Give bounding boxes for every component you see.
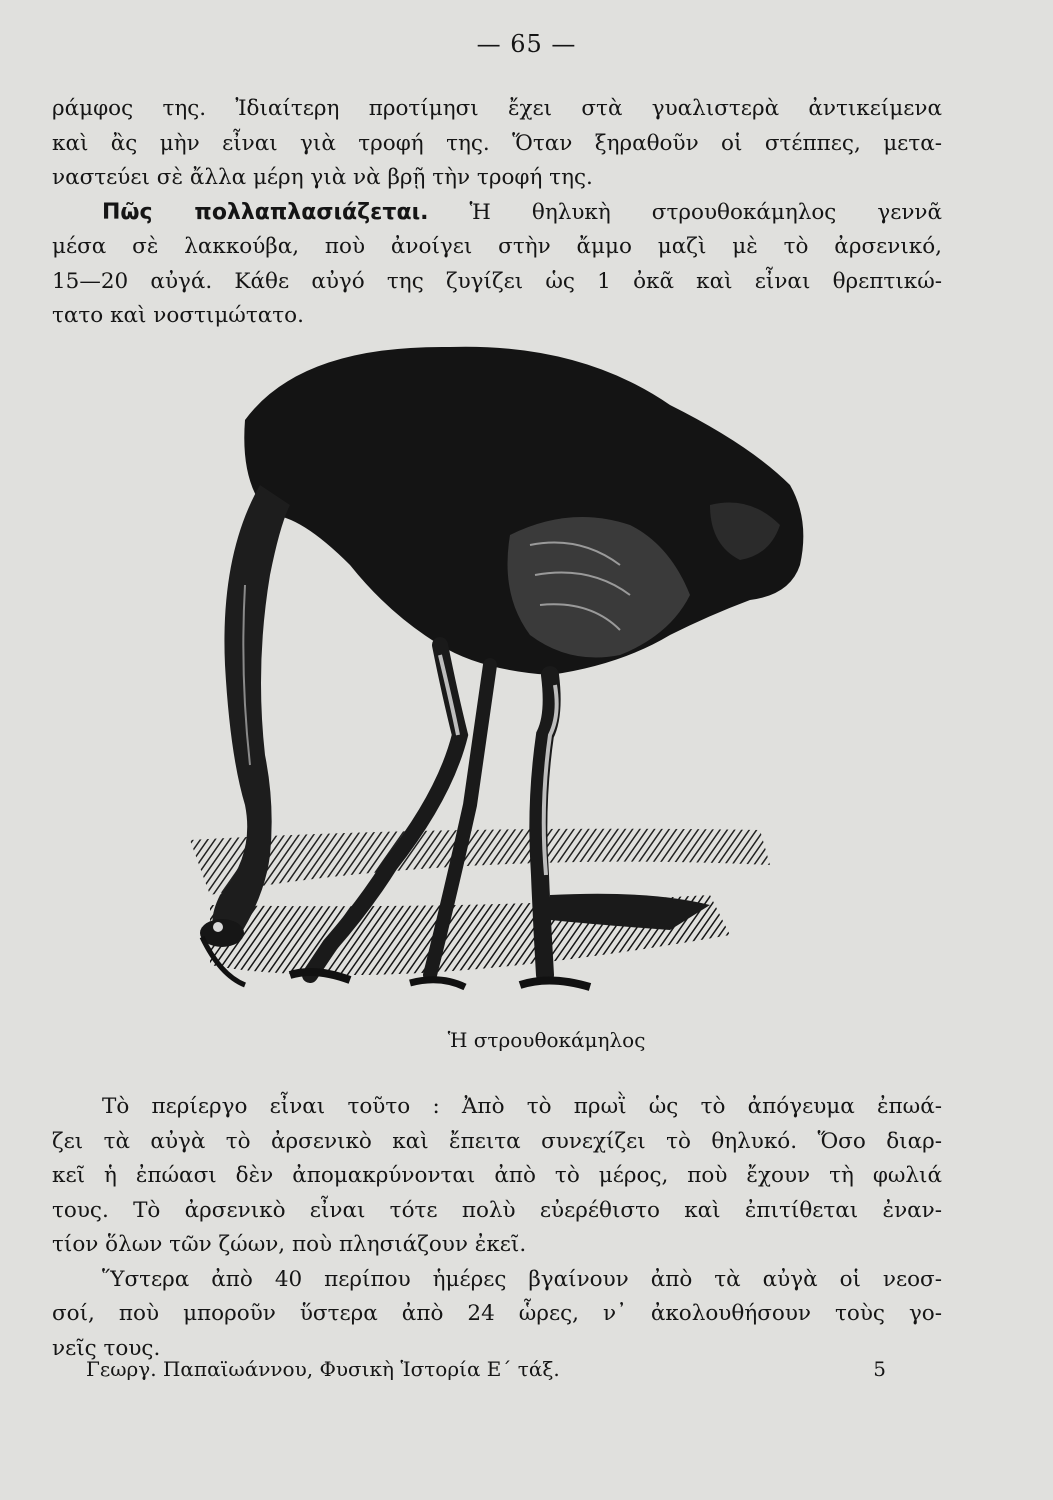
text-line: σοί, ποὺ μποροῦν ὕστερα ἀπὸ 24 ὧρες, ν᾽ ἀκολουθήσουν τοὺς γο- <box>52 1301 942 1326</box>
text-line: ζει τὰ αὐγὰ τὸ ἀρσενικὸ καὶ ἔπειτα συνεχίζει τὸ θηλυκό. Ὅσο διαρ- <box>52 1128 942 1154</box>
page-footer <box>86 1357 886 1381</box>
text-line: τίον ὅλων τῶν ζώων, ποὺ πλησιάζουν ἐκεῖ. <box>52 1232 527 1257</box>
text-line: κεῖ ἡ ἐπώασι δὲν ἀπομακρύνονται ἀπὸ τὸ μέρος, ποὺ ἔχουν τὴ φωλιά <box>52 1163 942 1188</box>
top-text <box>52 92 942 334</box>
text-line: 15—20 αὐγά. Κάθε αὐγό της ζυγίζει ὡς 1 ὀκᾶ καὶ εἶναι θρεπτικώ- <box>52 268 942 294</box>
footer-credit: Γεωργ. Παπαϊωάννου, Φυσικὴ Ἱστορία Ε΄ τάξ. <box>86 1357 560 1381</box>
text-line: τατο καὶ νοστιμώτατο. <box>52 303 304 328</box>
text-line: ναστεύει σὲ ἄλλα μέρη γιὰ νὰ βρῇ τὴν τροφή της. <box>52 165 593 190</box>
ostrich-illustration <box>150 335 940 1035</box>
text-line: μέσα σὲ λακκούβα, ποὺ ἀνοίγει στὴν ἄμμο μαζὶ μὲ τὸ ἀρσενικό, <box>52 234 942 259</box>
text-span: Ἡ θηλυκὴ στρουθοκάμηλος γεννᾶ <box>469 199 943 225</box>
illustration-caption: Ἡ στρουθοκάμηλος <box>447 1028 646 1052</box>
section-heading: Πῶς πολλαπλασιάζεται. <box>102 199 429 225</box>
text-line: καὶ ἂς μὴν εἶναι γιὰ τροφή της. Ὅταν ξηραθοῦν οἱ στέππες, μετα- <box>52 130 942 156</box>
bottom-text <box>52 1090 942 1366</box>
text-line: τους. Τὸ ἀρσενικὸ εἶναι τότε πολὺ εὐερέθιστο καὶ ἐπιτίθεται ἐναν- <box>52 1197 942 1223</box>
heading-line <box>52 196 942 231</box>
text-line: Ὕστερα ἀπὸ 40 περίπου ἡμέρες βγαίνουν ἀπὸ τὰ αὐγὰ οἱ νεοσ- <box>102 1266 942 1292</box>
text-line: ράμφος της. Ἰδιαίτερη προτίμησι ἔχει στὰ γυαλιστερὰ ἀντικείμενα <box>52 96 942 121</box>
signature-number: 5 <box>873 1357 886 1381</box>
text-line: νεῖς τους. <box>52 1335 161 1361</box>
page-number: — 65 — <box>476 30 577 58</box>
text-line: Τὸ περίεργο εἶναι τοῦτο : Ἀπὸ τὸ πρωῒ ὡς τὸ ἀπόγευμα ἐπωά- <box>102 1094 942 1119</box>
